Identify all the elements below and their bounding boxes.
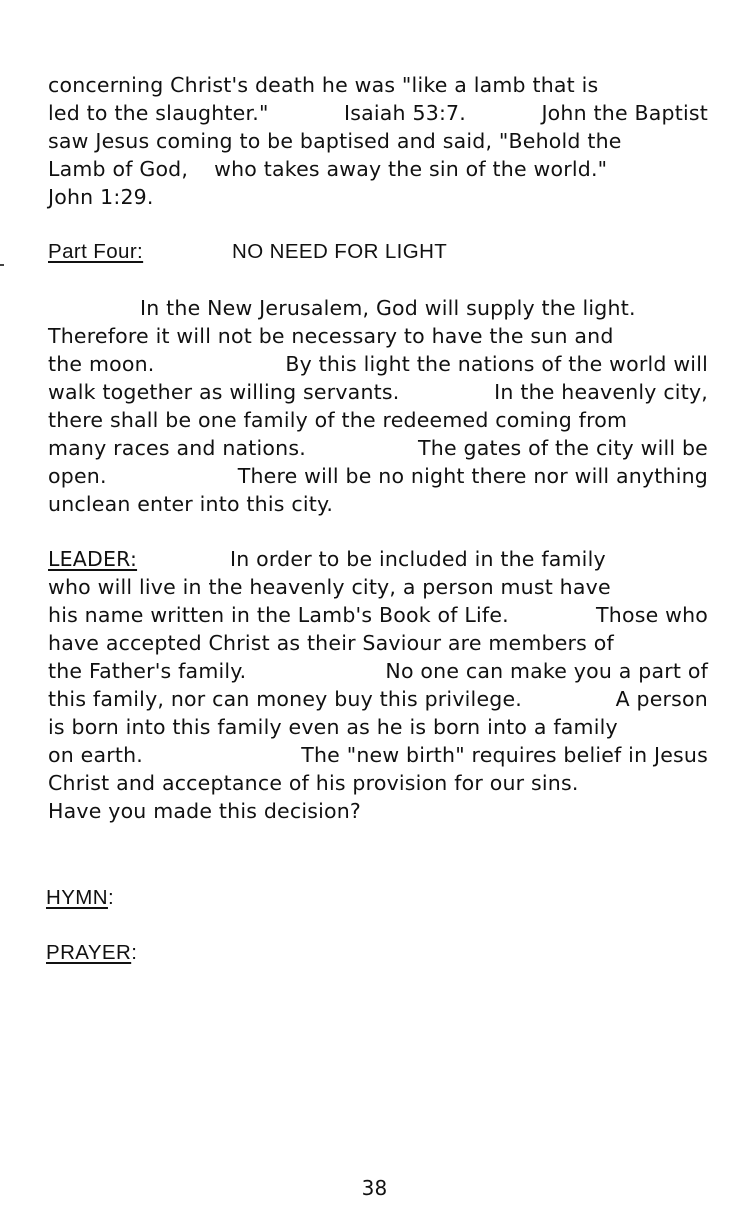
prayer-heading: PRAYER: xyxy=(46,941,138,964)
p2-line-3: the moon. By this light the nations of the world will xyxy=(48,352,708,376)
leader-line-7: is born into this family even as he is born into a family xyxy=(48,715,618,739)
p2-line-8: unclean enter into this city. xyxy=(48,492,334,516)
leader-line-3: his name written in the Lamb's Book of Life. Those who xyxy=(48,603,708,627)
page-number: 38 xyxy=(361,1176,388,1200)
hymn-heading: HYMN: xyxy=(46,886,115,909)
leader-line-1 xyxy=(48,545,708,573)
p2-line-4: walk together as willing servants. In the heavenly city, xyxy=(48,380,708,404)
leader-line-4: have accepted Christ as their Saviour are members of xyxy=(48,631,614,655)
prayer-label: PRAYER xyxy=(46,941,132,964)
leader-line-8: on earth. The "new birth" requires belief in Jesus xyxy=(48,743,708,767)
hymn-label: HYMN xyxy=(46,886,108,909)
part-four-title: NO NEED FOR LIGHT xyxy=(232,240,448,263)
p1-line-2: led to the slaughter." Isaiah 53:7. John the Baptist xyxy=(48,101,708,125)
p2-line-5: there shall be one family of the redeemed coming from xyxy=(48,408,628,432)
part-four-label: Part Four: xyxy=(48,240,144,263)
p2-line-6: many races and nations. The gates of the city will be xyxy=(48,436,708,460)
leader-line-10: Have you made this decision? xyxy=(48,799,361,823)
leader-label: LEADER: xyxy=(48,547,138,571)
part-four-heading xyxy=(48,238,708,266)
p2-line-1: In the New Jerusalem, God will supply the light. xyxy=(140,296,636,320)
p1-line-5: John 1:29. xyxy=(48,185,154,209)
leader-first-text: In order to be included in the family xyxy=(230,547,606,571)
leader-line-5: the Father's family. No one can make you a part of xyxy=(48,659,708,683)
leader-line-9: Christ and acceptance of his provision for our sins. xyxy=(48,771,579,795)
p1-line-4: Lamb of God, who takes away the sin of the world." xyxy=(48,157,608,181)
margin-mark xyxy=(0,264,4,266)
p1-line-1: concerning Christ's death he was "like a lamb that is xyxy=(48,73,599,97)
p1-line-3: saw Jesus coming to be baptised and said, "Behold the xyxy=(48,129,622,153)
p2-line-7: open. There will be no night there nor will anything xyxy=(48,464,708,488)
leader-line-2: who will live in the heavenly city, a person must have xyxy=(48,575,611,599)
leader-line-6: this family, nor can money buy this privilege. A person xyxy=(48,687,708,711)
p2-line-2: Therefore it will not be necessary to have the sun and xyxy=(48,324,614,348)
